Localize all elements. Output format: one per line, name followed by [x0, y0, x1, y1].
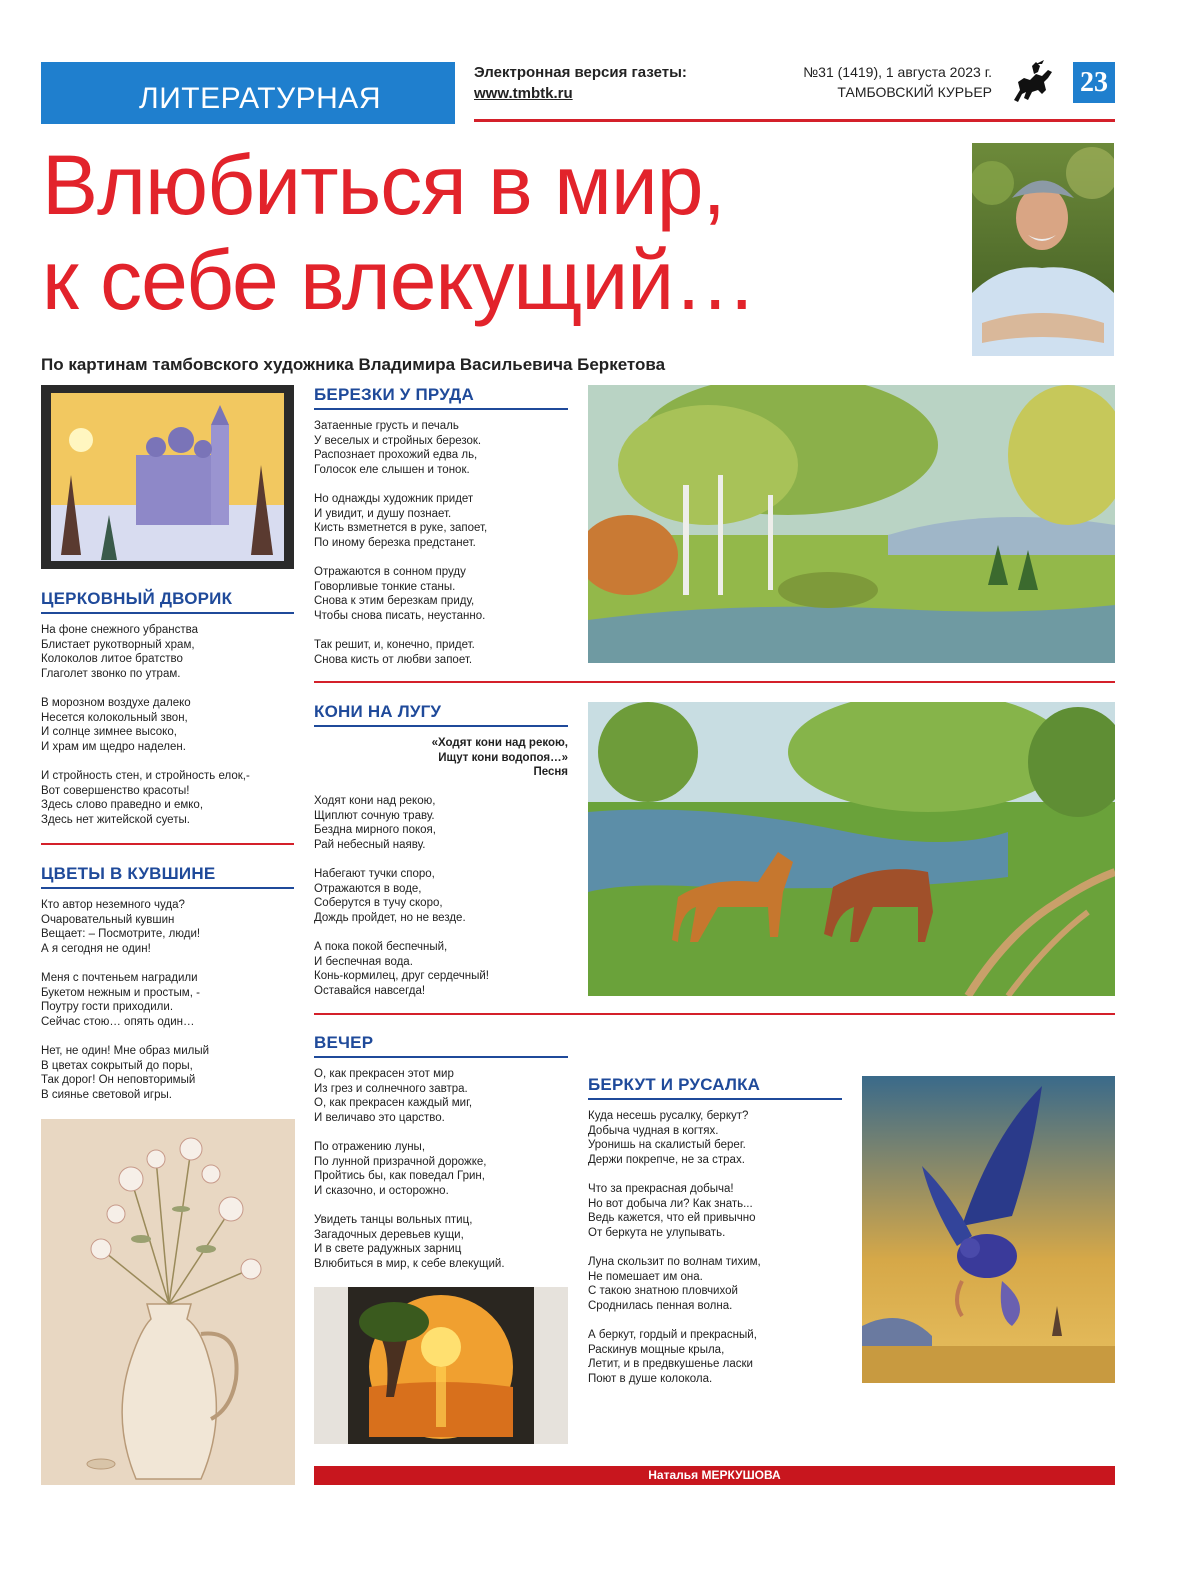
poem-title-tsvety: ЦВЕТЫ В КУВШИНЕ: [41, 864, 216, 883]
poem-title-berkut: БЕРКУТ И РУСАЛКА: [588, 1075, 761, 1094]
evening-sunset-painting: [314, 1287, 568, 1444]
title-line-2: к себе влекущий…: [42, 233, 757, 327]
poem-title-berezki: БЕРЕЗКИ У ПРУДА: [314, 385, 474, 404]
section-divider: [314, 681, 1115, 683]
epigraph: [314, 736, 568, 780]
page-title: [42, 138, 962, 328]
epigraph-line-2: Ищут кони водопоя…»: [438, 751, 568, 764]
section-label: ЛИТЕРАТУРНАЯ: [139, 82, 381, 115]
poem-title-dvorik: ЦЕРКОВНЫЙ ДВОРИК: [41, 589, 233, 608]
poem-title-koni: КОНИ НА ЛУГУ: [314, 702, 442, 721]
poem-title-rule: [314, 1056, 568, 1058]
church-painting: [41, 385, 294, 569]
e-version-label: Электронная версия газеты:: [474, 64, 687, 81]
article-subtitle: По картинам тамбовского художника Владимира Васильевича Беркетова: [41, 355, 666, 374]
section-divider: [314, 1013, 1115, 1015]
horses-in-meadow-painting: [588, 702, 1115, 996]
e-version-link[interactable]: www.tmbtk.ru: [474, 85, 573, 102]
poem-title-rule: [314, 408, 568, 410]
epigraph-line-1: «Ходят кони над рекою,: [431, 737, 568, 749]
page-number: 23: [1073, 62, 1115, 103]
poem-text-berezki: Затаенные грусть и печаль У веселых и стройных березок. Распознает прохожий едва ль, Голосок еле слышен и тонок. Но однажды художник придет И увидит, и душу познает. Кисть взметнется в руке, запоет, По иному березка предстанет. Отражаются в сонном пруду Говорливые тонкие станы. Снова к этим березкам приду, Чтобы снова писать, неустанно. Так решит, и, конечно, придет. Снова кисть от любви запоет.: [314, 420, 488, 666]
header-rule: [474, 119, 1115, 122]
issue-number: №31 (1419), 1 августа 2023 г.: [803, 64, 992, 80]
poem-text-tsvety: Кто автор неземного чуда? Очаровательный кувшин Вещает: – Посмотрите, люди! А я сегодня не один! Меня с почтеньем наградили Букетом нежным и простым, - Поутру гости приходили. Сейчас стою… опять один… Нет, не один! Мне образ милый В цветах сокрытый до поры, Так дорог! Он неповторимый В сиянье световой игры.: [41, 899, 210, 1101]
artist-portrait-photo: [972, 143, 1114, 356]
section-divider: [41, 843, 294, 845]
poem-title-rule: [41, 887, 294, 889]
poem-text-berkut: Куда несешь русалку, беркут? Добыча чудная в когтях. Уронишь на скалистый берег. Держи покрепче, не за страх. Что за прекрасная добыча! Но вот добыча ли? Как знать... Ведь кажется, что ей привычно От беркута не улупывать. Луна скользит по волнам тихим, Не помешает им она. С такою знатною пловчихой Сроднилась пенная волна. А беркут, гордый и прекрасный, Раскинув мощные крыла, Летит, и в предвкушенье ласки Поют в душе колокола.: [588, 1110, 761, 1385]
poem-title-rule: [41, 612, 294, 614]
poem-title-vecher: ВЕЧЕР: [314, 1033, 374, 1052]
author-byline: Наталья МЕРКУШОВА: [314, 1466, 1115, 1485]
flowers-in-jug-painting: [41, 1119, 295, 1485]
birches-by-pond-painting: [588, 385, 1115, 663]
poem-title-rule: [314, 725, 568, 727]
poem-text-dvorik: На фоне снежного убранства Блистает рукотворный храм, Колоколов литое братство Глаголет звонко по утрам. В морозном воздухе далеко Несется колокольный звон, И солнце зимнее высоко, И храм им щедро наделен. И стройность стен, и стройность елок,- Вот совершенство красоты! Здесь слово праведно и емко, Здесь нет житейской суеты.: [41, 624, 250, 826]
title-line-1: Влюбиться в мир,: [42, 138, 725, 232]
e-version-block: [474, 62, 687, 104]
epigraph-source: Песня: [533, 766, 568, 779]
newspaper-name: ТАМБОВСКИЙ КУРЬЕР: [837, 84, 992, 100]
section-tab: [41, 62, 455, 124]
poem-text-vecher: О, как прекрасен этот мир Из грез и солнечного завтра. О, как прекрасен каждый миг, И величаво это царство. По отражению луны, По лунной призрачной дорожке, Пройтись бы, как поведал Грин, И сказочно, и осторожно. Увидеть танцы вольных птиц, Загадочных деревьев кущи, И в свете радужных зарниц Влюбиться в мир, к себе влекущий.: [314, 1068, 505, 1270]
poem-title-rule: [588, 1098, 842, 1100]
poem-text-koni: Ходят кони над рекою, Щиплют сочную траву. Бездна мирного покоя, Рай небесный наяву. Набегают тучки споро, Отражаются в воде, Соберутся в тучу скоро, Дождь пройдет, но не везде. А пока покой беспечный, И беспечная вода. Конь-кормилец, друг сердечный! Оставайся навсегда!: [314, 795, 489, 997]
issue-info: [803, 62, 992, 102]
eagle-and-mermaid-painting: [862, 1076, 1115, 1383]
horse-rider-logo-icon: [1008, 60, 1058, 106]
